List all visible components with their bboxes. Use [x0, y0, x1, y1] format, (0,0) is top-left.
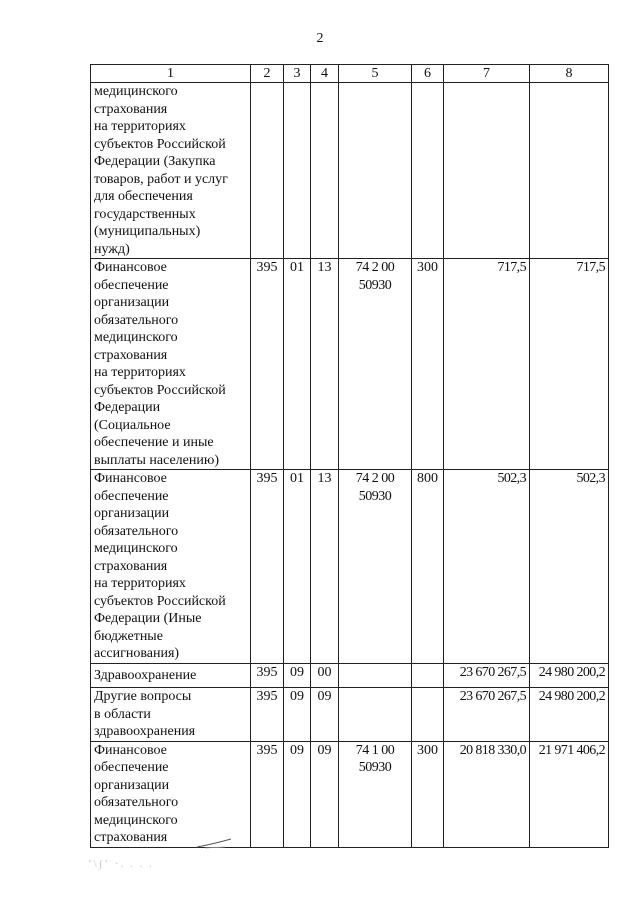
cell-subsection-code: 09 [311, 688, 339, 742]
cell-target-article: 74 2 00 50930 [339, 259, 412, 470]
cell-expense-type: 300 [412, 259, 444, 470]
column-header: 2 [251, 65, 284, 83]
cell-amount-year2: 502,3 [530, 470, 609, 664]
cell-target-article [339, 688, 412, 742]
row-name: Финансовое обеспечение организации обязательного медицинского страхования на территориях субъектов Российской Федерации (Иные бюджетные ассигнования) [91, 470, 251, 664]
cell-amount-year1: 717,5 [444, 259, 530, 470]
cell-target-article [339, 663, 412, 688]
cell-ministry-code: 395 [251, 470, 284, 664]
cell-section-code: 09 [284, 663, 311, 688]
cell-ministry-code: 395 [251, 663, 284, 688]
column-header: 5 [339, 65, 412, 83]
table-header-row [91, 65, 609, 83]
table-row [91, 741, 609, 847]
cell-section-code: 01 [284, 470, 311, 664]
cell-amount-year1: 23 670 267,5 [444, 663, 530, 688]
cell-expense-type: 300 [412, 741, 444, 847]
cell-section-code: 09 [284, 688, 311, 742]
row-name: Финансовое обеспечение организации обязательного медицинского страхования на территориях субъектов Российской Федерации (Социальное обеспечение и иные выплаты населению) [91, 259, 251, 470]
table-row [91, 259, 609, 470]
scan-artifact-text: ʼ\ʃʼ ·. . . . [88, 858, 154, 870]
table-row [91, 470, 609, 664]
cell-expense-type [412, 688, 444, 742]
cell-subsection-code: 13 [311, 470, 339, 664]
cell-section-code [284, 83, 311, 259]
budget-table [90, 64, 609, 848]
row-name: медицинского страхования на территориях субъектов Российской Федерации (Закупка товаров, работ и услуг для обеспечения государственных (муниципальных) нужд) [91, 83, 251, 259]
cell-amount-year1: 502,3 [444, 470, 530, 664]
table-row [91, 663, 609, 688]
cell-amount-year1: 23 670 267,5 [444, 688, 530, 742]
row-name: Другие вопросы в области здравоохранения [91, 688, 251, 742]
row-name: Финансовое обеспечение организации обязательного медицинского страхования [91, 741, 251, 847]
cell-amount-year1 [444, 83, 530, 259]
cell-subsection-code: 00 [311, 663, 339, 688]
cell-subsection-code: 13 [311, 259, 339, 470]
cell-section-code: 01 [284, 259, 311, 470]
cell-amount-year2 [530, 83, 609, 259]
cell-amount-year2: 21 971 406,2 [530, 741, 609, 847]
cell-target-article: 74 1 00 50930 [339, 741, 412, 847]
cell-expense-type [412, 663, 444, 688]
page-number: 2 [316, 31, 324, 46]
cell-target-article [339, 83, 412, 259]
cell-subsection-code: 09 [311, 741, 339, 847]
cell-ministry-code: 395 [251, 259, 284, 470]
cell-amount-year1: 20 818 330,0 [444, 741, 530, 847]
cell-subsection-code [311, 83, 339, 259]
cell-ministry-code [251, 83, 284, 259]
cell-section-code: 09 [284, 741, 311, 847]
cell-amount-year2: 24 980 200,2 [530, 663, 609, 688]
column-header: 1 [91, 65, 251, 83]
cell-ministry-code: 395 [251, 741, 284, 847]
cell-amount-year2: 24 980 200,2 [530, 688, 609, 742]
cell-expense-type: 800 [412, 470, 444, 664]
table-row [91, 83, 609, 259]
column-header: 6 [412, 65, 444, 83]
column-header: 7 [444, 65, 530, 83]
cell-target-article: 74 2 00 50930 [339, 470, 412, 664]
cell-amount-year2: 717,5 [530, 259, 609, 470]
pen-stroke-mark [195, 836, 235, 850]
column-header: 3 [284, 65, 311, 83]
cell-expense-type [412, 83, 444, 259]
table-row [91, 688, 609, 742]
row-name: Здравоохранение [91, 663, 251, 688]
column-header: 4 [311, 65, 339, 83]
column-header: 8 [530, 65, 609, 83]
cell-ministry-code: 395 [251, 688, 284, 742]
